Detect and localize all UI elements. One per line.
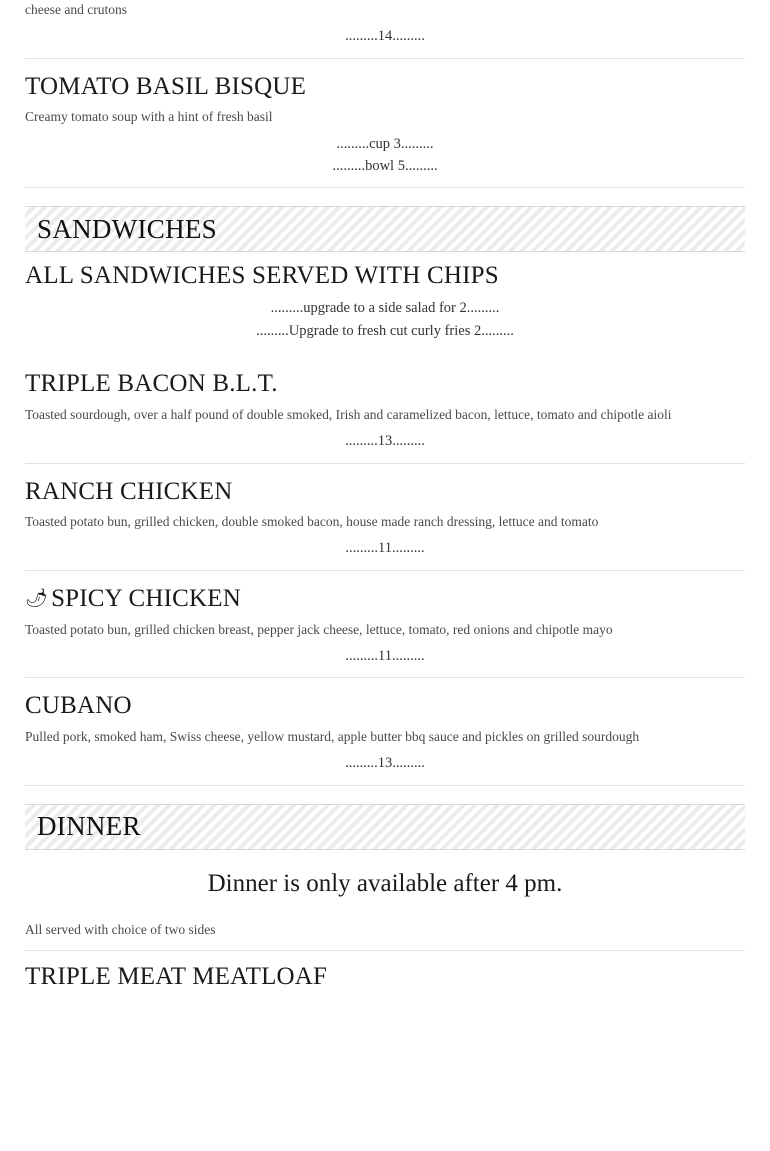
menu-item-title: RANCH CHICKEN — [25, 477, 233, 505]
section-title: DINNER — [37, 811, 141, 842]
dinner-sides-note: All served with choice of two sides — [25, 922, 745, 951]
menu-item-title: TRIPLE MEAT MEATLOAF — [25, 962, 328, 990]
spacer — [25, 678, 745, 692]
menu-item-price: .........11......... — [345, 540, 425, 557]
menu-item-price: .........14......... — [345, 28, 425, 45]
menu-item-partial — [25, 0, 745, 59]
section-header-sandwiches — [25, 206, 745, 252]
menu-item-description: Pulled pork, smoked ham, Swiss cheese, yellow mustard, apple butter bbq sauce and pickles on grilled sourdough — [25, 729, 640, 745]
menu-item-description: Creamy tomato soup with a hint of fresh basil — [25, 109, 273, 125]
menu-item-title-text: SPICY CHICKEN — [51, 584, 241, 612]
menu-item-triple-meat-meatloaf — [25, 963, 745, 991]
menu-item-description: Toasted potato bun, grilled chicken, double smoked bacon, house made ranch dressing, lettuce and tomato — [25, 514, 599, 530]
flame-icon: 🌶 — [25, 587, 49, 608]
menu-item-price: .........cup 3......... — [336, 135, 434, 152]
menu-item-description: Toasted sourdough, over a half pound of double smoked, Irish and caramelized bacon, lettuce, tomato and chipotle aioli — [25, 406, 672, 422]
menu-item-tomato-basil-bisque — [25, 73, 745, 189]
spacer — [25, 571, 745, 585]
menu-item-price: .........Upgrade to fresh cut curly fries 2......... — [256, 322, 514, 339]
menu-item-title — [25, 585, 745, 614]
menu-item-price: .........upgrade to a side salad for 2......... — [270, 300, 500, 317]
menu-item-description: cheese and crutons — [25, 2, 127, 17]
menu-item-price: .........13......... — [345, 755, 425, 772]
menu-item-title: ALL SANDWICHES SERVED WITH CHIPS — [25, 262, 499, 290]
menu-item-description: Toasted potato bun, grilled chicken breast, pepper jack cheese, lettuce, tomato, red onions and chipotle mayo — [25, 621, 613, 637]
menu-item-title: TOMATO BASIL BISQUE — [25, 72, 307, 100]
dinner-availability-notice: Dinner is only available after 4 pm. — [207, 869, 563, 897]
menu-item-all-sandwiches-served-with-chips — [25, 262, 745, 352]
menu-item-price: .........bowl 5......... — [332, 158, 438, 174]
section-header-dinner — [25, 804, 745, 850]
spacer — [25, 352, 745, 370]
menu-item-triple-bacon-blt — [25, 370, 745, 463]
menu-item-cubano — [25, 692, 745, 785]
menu-item-price: .........11......... — [345, 647, 425, 664]
menu-item-price: .........13......... — [345, 433, 425, 450]
menu-item-ranch-chicken — [25, 478, 745, 571]
menu-item-title: CUBANO — [25, 692, 132, 720]
section-title: SANDWICHES — [37, 213, 218, 244]
spacer — [25, 464, 745, 478]
menu-item-title: TRIPLE BACON B.L.T. — [25, 370, 278, 398]
spacer — [25, 59, 745, 73]
menu-item-spicy-chicken — [25, 585, 745, 678]
